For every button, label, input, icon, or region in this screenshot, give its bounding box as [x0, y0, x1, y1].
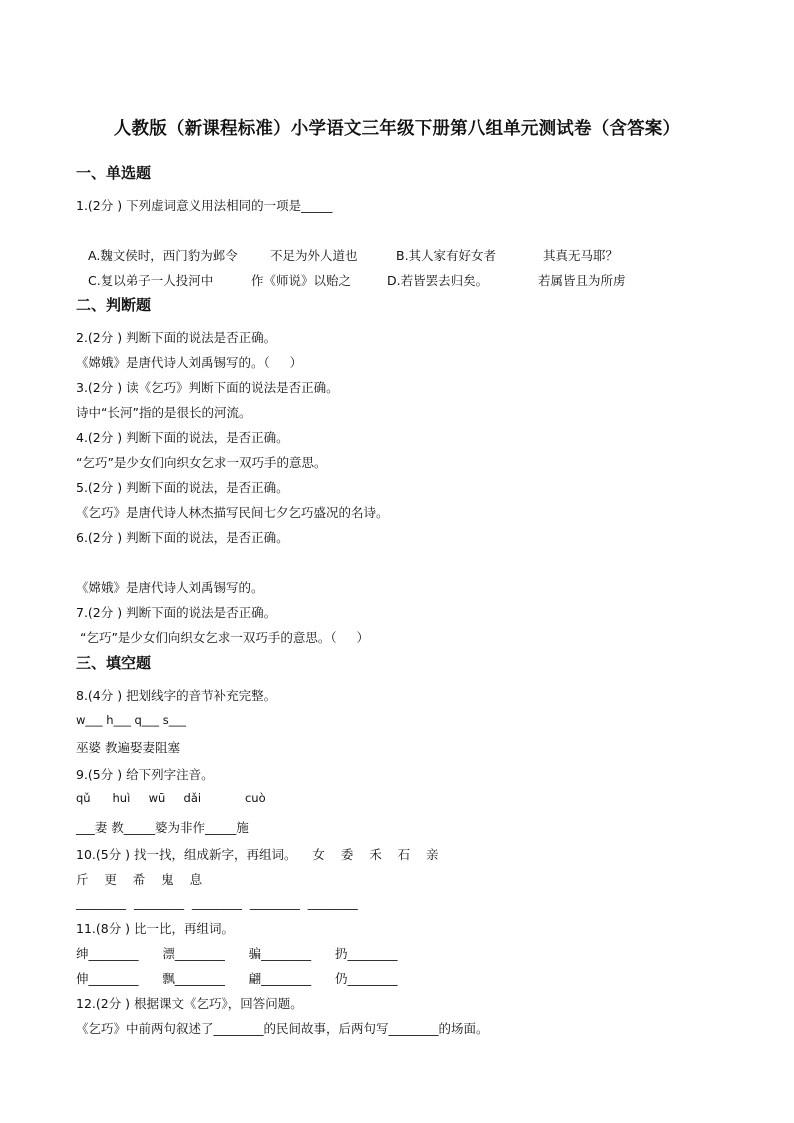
question-11-row-2: 伸________ 飘________ 翩________ 仍________	[76, 971, 398, 986]
q1-option-b-part2: 其真无马耶？	[543, 248, 619, 263]
question-2-text: 《嫦娥》是唐代诗人刘禹锡写的。（ ）	[76, 355, 303, 370]
question-2-stem: 2.(2分 ) 判断下面的说法是否正确。	[76, 330, 277, 345]
section-heading-single-choice: 一、单选题	[76, 164, 152, 182]
question-10-blanks: ________ ________ ________ ________ ________	[76, 895, 358, 910]
question-7-stem: 7.(2分 ) 判断下面的说法是否正确。	[76, 605, 277, 620]
question-4-text: “乞巧”是少女们向织女乞求一双巧手的意思。	[76, 455, 327, 470]
q1-option-b-part1: B.其人家有好女者	[396, 248, 497, 263]
question-11-row-1: 绅________ 漂________ 骗________ 扔________	[76, 946, 398, 961]
question-6-stem: 6.(2分 ) 判断下面的说法，是否正确。	[76, 530, 289, 545]
q1-option-a-part1: A.魏文侯时，西门豹为邺令	[88, 248, 238, 263]
q1-option-c-part2: 作《师说》以贻之	[251, 273, 352, 288]
question-10-chars: 斤 更 希 鬼 息	[76, 872, 203, 887]
question-6-text: 《嫦娥》是唐代诗人刘禹锡写的。	[76, 580, 264, 595]
page-title: 人教版（新课程标准）小学语文三年级下册第八组单元测试卷（含答案）	[113, 119, 681, 139]
question-4-stem: 4.(2分 ) 判断下面的说法，是否正确。	[76, 430, 289, 445]
question-12-text: 《乞巧》中前两句叙述了________的民间故事，后两句写________的场面。	[76, 1021, 489, 1036]
question-1-stem: 1.(2分 ) 下列虚词意义用法相同的一项是_____	[76, 198, 333, 213]
q1-option-c-part1: C.复以弟子一人投河中	[88, 273, 214, 288]
section-heading-fill-in: 三、填空题	[76, 654, 152, 672]
section-heading-true-false: 二、判断题	[76, 296, 152, 314]
question-5-text: 《乞巧》是唐代诗人林杰描写民间七夕乞巧盛况的名诗。	[76, 505, 389, 520]
question-9-words: ___妻 教_____婆为非作_____施	[76, 820, 249, 835]
question-3-stem: 3.(2分 ) 读《乞巧》判断下面的说法是否正确。	[76, 380, 339, 395]
question-9-pinyin: qǔ huì wū dǎi cuò	[76, 791, 266, 805]
q1-option-a-part2: 不足为外人道也	[270, 248, 358, 263]
question-5-stem: 5.(2分 ) 判断下面的说法，是否正确。	[76, 480, 289, 495]
question-7-text: “乞巧”是少女们向织女乞求一双巧手的意思。（ ）	[76, 630, 370, 645]
question-9-stem: 9.(5分 ) 给下列字注音。	[76, 767, 214, 782]
q1-option-d-part1: D.若皆罢去归矣。	[387, 273, 489, 288]
question-8-words: 巫婆 教遍娶妻阻塞	[76, 740, 180, 755]
question-8-pinyin: w___ h___ q___ s___	[76, 713, 186, 727]
question-11-stem: 11.(8分 ) 比一比，再组词。	[76, 921, 235, 936]
question-8-stem: 8.(4分 ) 把划线字的音节补充完整。	[76, 688, 277, 703]
question-12-stem: 12.(2分 ) 根据课文《乞巧》，回答问题。	[76, 996, 303, 1011]
q1-option-d-part2: 若属皆且为所虏	[538, 273, 626, 288]
question-3-text: 诗中“长河”指的是很长的河流。	[76, 405, 252, 420]
question-10-stem: 10.(5分 ) 找一找，组成新字，再组词。 女 委 禾 石 亲	[76, 847, 439, 862]
